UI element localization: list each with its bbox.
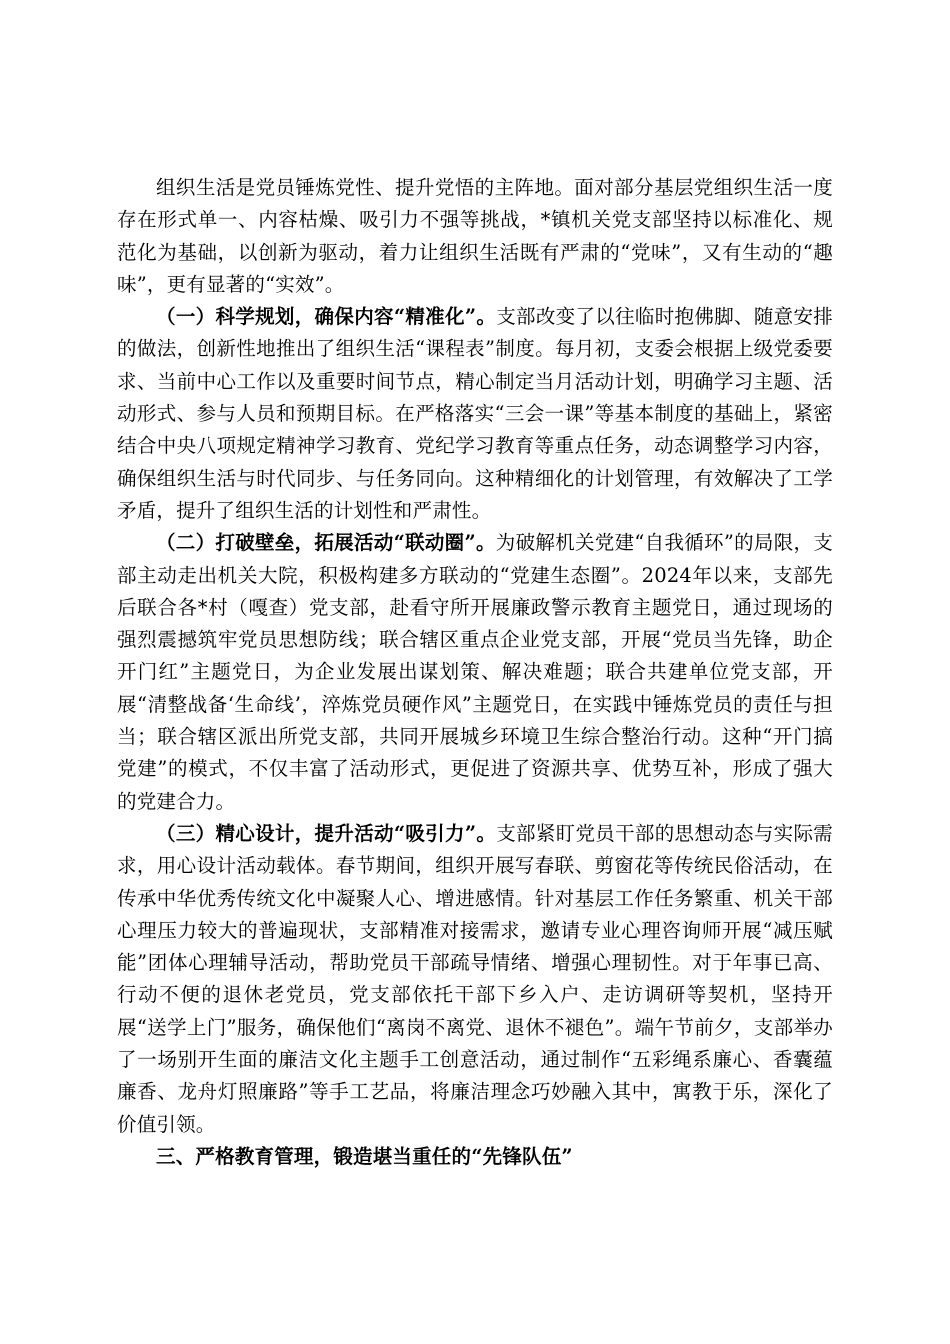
- paragraph-lead: （一）科学规划，确保内容“精准化”。: [156, 305, 497, 329]
- paragraph-lead: （二）打破壁垒，拓展活动“联动圈”。: [156, 531, 496, 555]
- paragraph-text: 支部紧盯党员干部的思想动态与实际需求，用心设计活动载体。春节期间，组织开展写春联、剪窗花等传统民俗活动，在传承中华优秀传统文化中凝聚人心、增进感情。针对基层工作任务繁重、机关干部心理压力较大的普遍现状，支部精准对接需求，邀请专业心理咨询师开展“减压赋能”团体心理辅导活动，帮助党员干部疏导情绪、增强心理韧性。对于年事已高、行动不便的退休老党员，党支部依托干部下乡入户、走访调研等契机，坚持开展“送学上门”服务，确保他们“离岗不离党、退休不褪色”。端午节前夕，支部举办了一场别开生面的廉洁文化主题手工创意活动，通过制作“五彩绳系廉心、香囊蕴廉香、龙舟灯照廉路”等手工艺品，将廉洁理念巧妙融入其中，寓教于乐，深化了价值引领。: [117, 821, 833, 1136]
- paragraph-text: 组织生活是党员锤炼党性、提升党悟的主阵地。面对部分基层党组织生活一度存在形式单一、内容枯燥、吸引力不强等挑战，*镇机关党支部坚持以标准化、规范化为基础，以创新为驱动，着力让组织生活既有严肃的“党味”，又有生动的“趣味”，更有显著的“实效”。: [117, 176, 833, 296]
- paragraph-text: 为破解机关党建“自我循环”的局限，支部主动走出机关大院，积极构建多方联动的“党建生态圈”。2024年以来，支部先后联合各*村（嘎查）党支部，赴看守所开展廉政警示教育主题党日，通过现场的强烈震撼筑牢党员思想防线；联合辖区重点企业党支部，开展“党员当先锋，助企开门红”主题党日，为企业发展出谋划策、解决难题；联合共建单位党支部，开展“清整战备‘生命线’，淬炼党员硬作风”主题党日，在实践中锤炼党员的责任与担当；联合辖区派出所党支部，共同开展城乡环境卫生综合整治行动。这种“开门搞党建”的模式，不仅丰富了活动形式，更促进了资源共享、优势互补，形成了强大的党建合力。: [117, 531, 833, 813]
- paragraph-intro: [117, 172, 833, 301]
- paragraph-scientific-planning: [117, 301, 833, 527]
- paragraph-breaking-barriers: [117, 527, 833, 818]
- paragraph-lead: （三）精心设计，提升活动“吸引力”。: [156, 821, 497, 845]
- document-page: [117, 172, 833, 1173]
- paragraph-text: 支部改变了以往临时抱佛脚、随意安排的做法，创新性地推出了组织生活“课程表”制度。每月初，支委会根据上级党委要求、当前中心工作以及重要时间节点，精心制定当月活动计划，明确学习主题、活动形式、参与人员和预期目标。在严格落实“三会一课”等基本制度的基础上，紧密结合中央八项规定精神学习教育、党纪学习教育等重点任务，动态调整学习内容，确保组织生活与时代同步、与任务同向。这种精细化的计划管理，有效解决了工学矛盾，提升了组织生活的计划性和严肃性。: [117, 305, 833, 522]
- section-heading: 三、严格教育管理，锻造堪当重任的“先锋队伍”: [156, 1144, 573, 1168]
- paragraph-careful-design: [117, 818, 833, 1141]
